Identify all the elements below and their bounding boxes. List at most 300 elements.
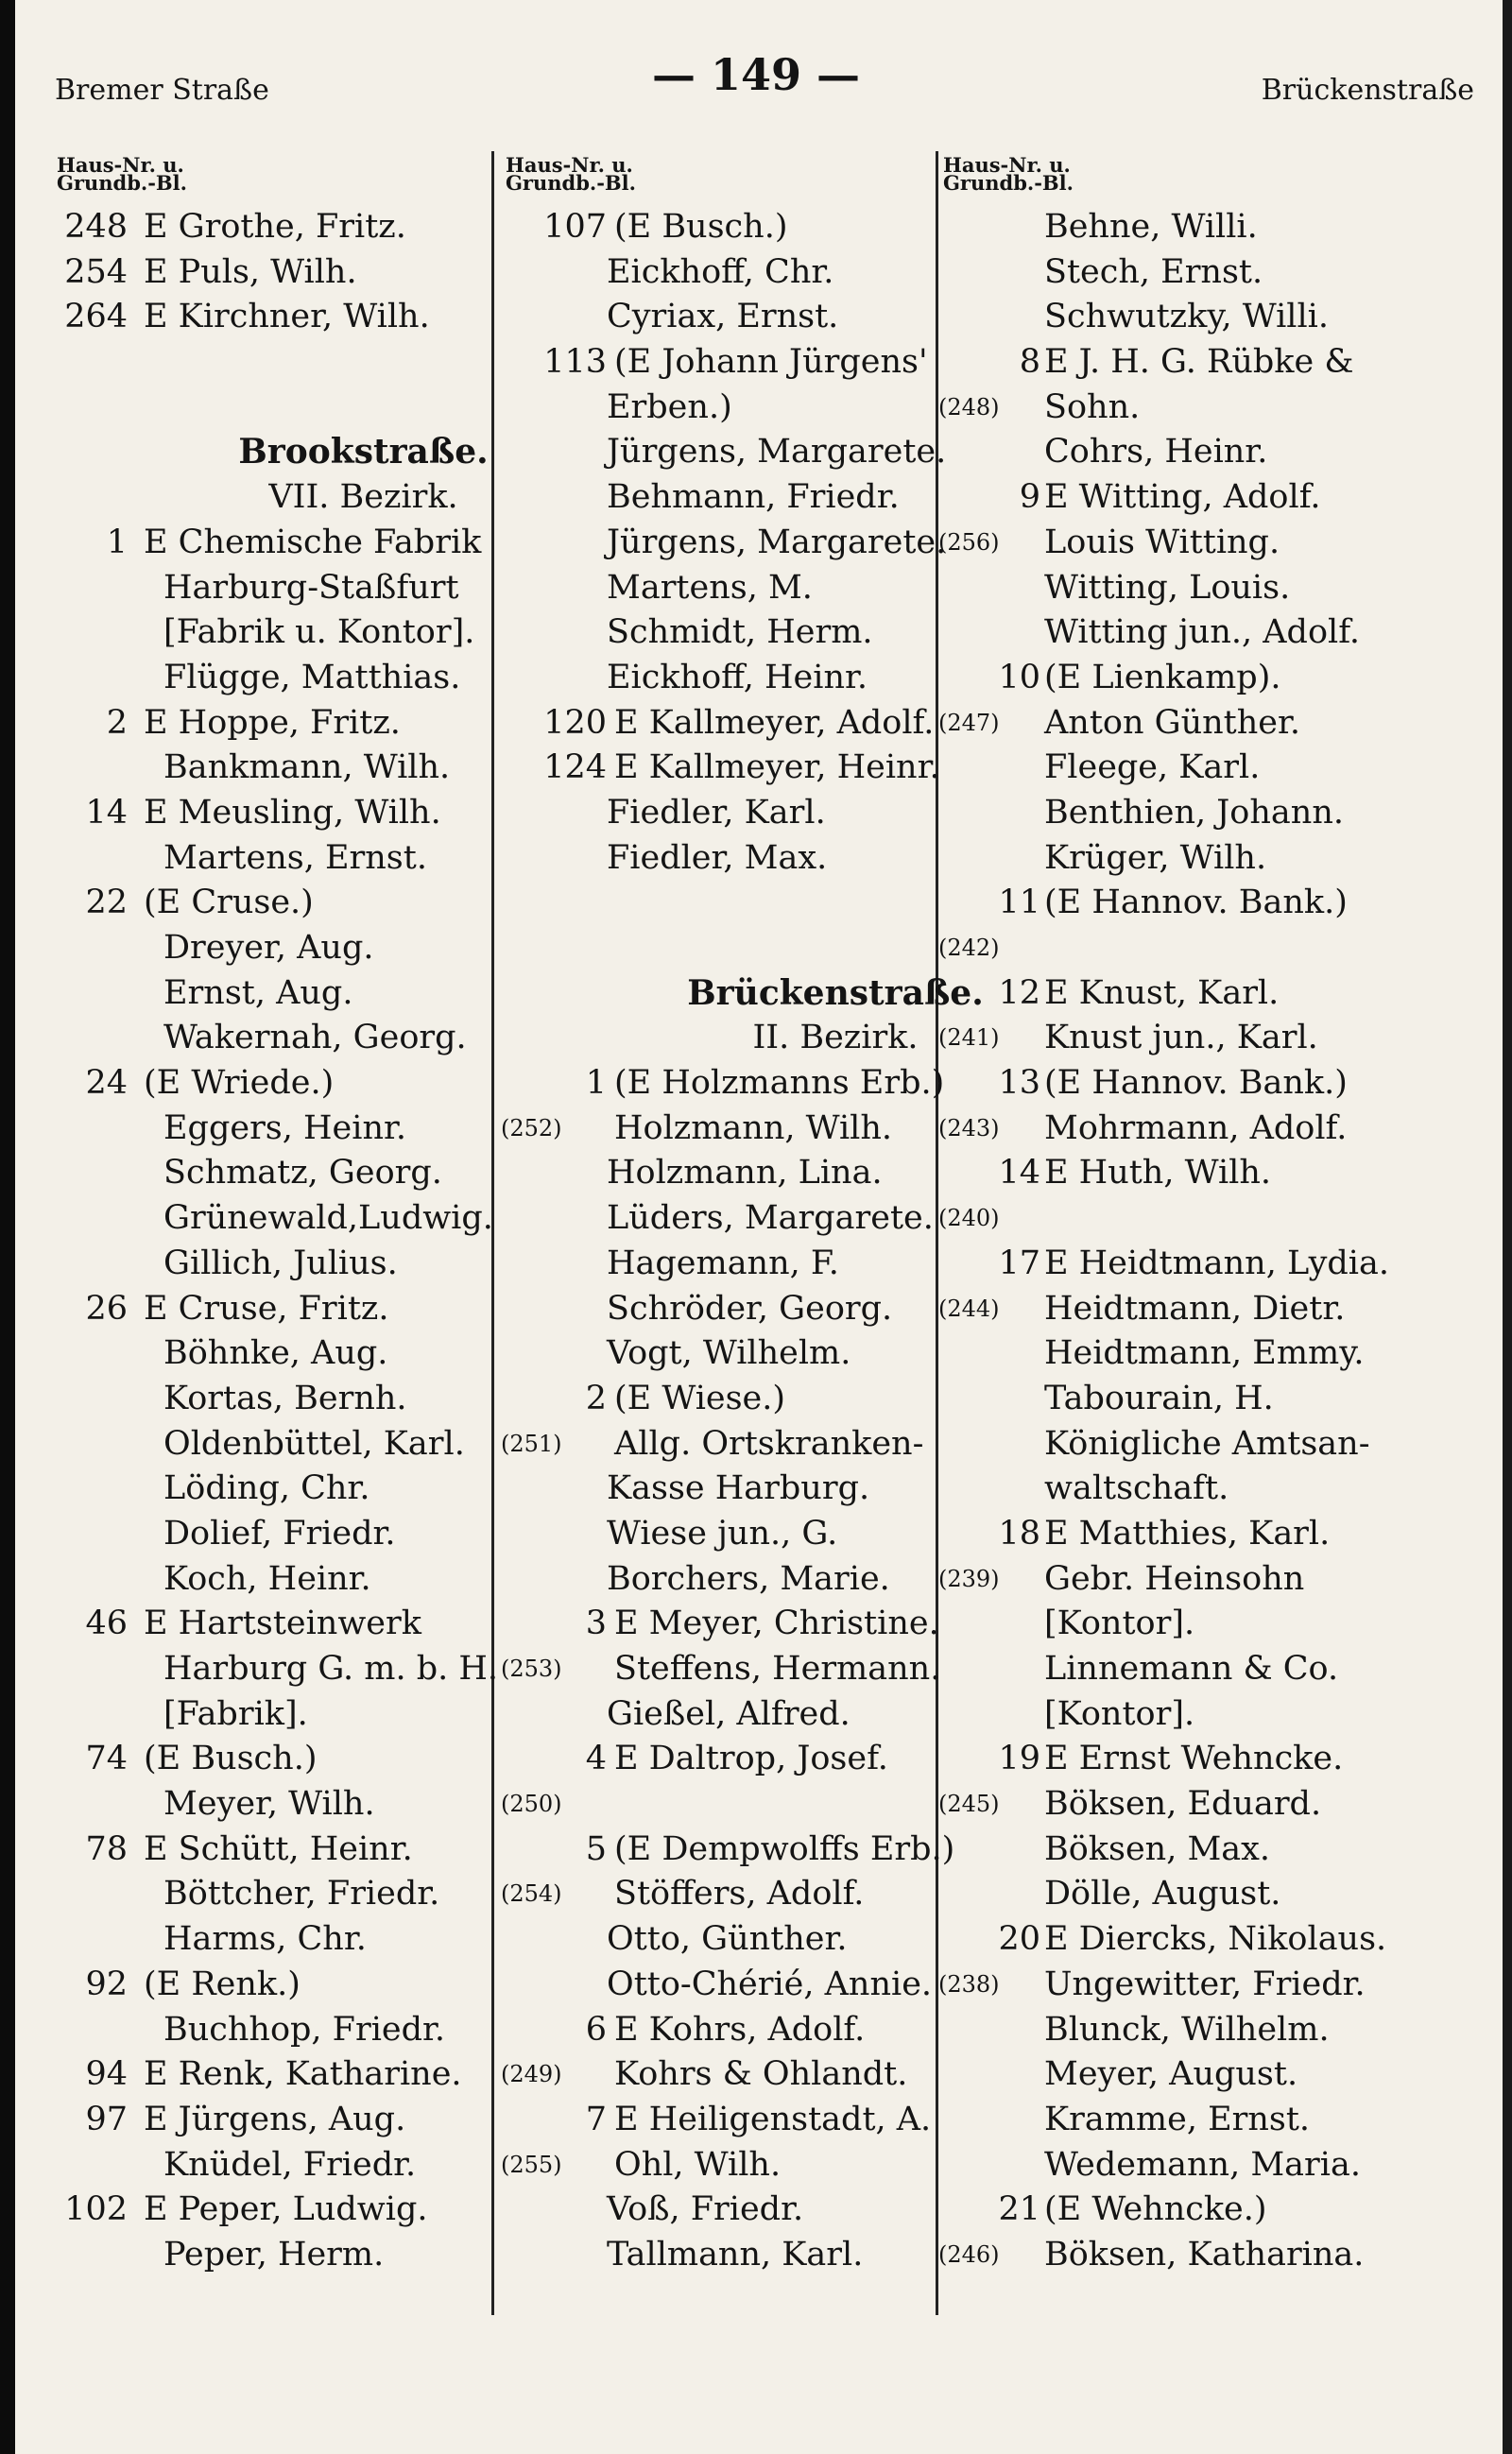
directory-entry <box>938 1557 1425 1603</box>
entry-text: Vogt, Wilhelm. <box>607 1334 851 1373</box>
entry-text: Anton Günther. <box>1044 703 1300 742</box>
land-register-number: (249) <box>501 2061 562 2088</box>
directory-entry <box>501 2143 943 2188</box>
land-register-number: (256) <box>938 528 1000 556</box>
directory-entry <box>501 1692 943 1738</box>
directory-entry <box>52 746 491 791</box>
entry-text: E Puls, Wilh. <box>144 252 357 291</box>
column-header-line: Haus-Nr. u. <box>506 153 633 177</box>
directory-entry <box>938 1872 1425 1917</box>
entry-text: Lüders, Margarete. <box>607 1199 934 1238</box>
directory-entry <box>938 1512 1425 1557</box>
entry-text: Buchhop, Friedr. <box>163 2010 446 2049</box>
entry-text: Mohrmann, Adolf. <box>1044 1108 1348 1147</box>
column-header <box>938 153 1425 205</box>
directory-entry <box>52 1196 491 1242</box>
directory-entry <box>52 1287 491 1332</box>
entry-text: Martens, Ernst. <box>163 838 427 877</box>
entry-text: E Matthies, Karl. <box>1044 1514 1331 1553</box>
directory-entry <box>52 1602 491 1647</box>
directory-entry <box>938 971 1425 1017</box>
directory-entry <box>501 926 943 971</box>
house-number: 94 <box>85 2055 128 2094</box>
directory-entry <box>938 205 1425 250</box>
house-number: 13 <box>998 1064 1040 1103</box>
directory-entry <box>52 1061 491 1107</box>
entry-text: Böksen, Eduard. <box>1044 1785 1322 1824</box>
directory-entry <box>938 1422 1425 1467</box>
land-register-number: (246) <box>938 2240 1000 2268</box>
directory-entry <box>501 1107 943 1152</box>
entry-text: Schwutzky, Willi. <box>1044 298 1329 336</box>
entry-text: Borchers, Marie. <box>607 1559 890 1598</box>
directory-entry <box>938 1377 1425 1422</box>
entry-text: E Heiligenstadt, A. <box>614 2100 932 2138</box>
house-number: 78 <box>85 1829 128 1868</box>
directory-entry <box>938 2098 1425 2143</box>
directory-entry <box>938 2008 1425 2053</box>
house-number: 22 <box>85 884 128 922</box>
entry-text: Holzmann, Wilh. <box>614 1108 893 1147</box>
directory-entry <box>938 2188 1425 2233</box>
land-register-number: (255) <box>501 2151 562 2178</box>
entry-text: Martens, M. <box>607 568 813 607</box>
entry-text: Krüger, Wilh. <box>1044 838 1267 877</box>
directory-entry <box>501 1422 943 1467</box>
directory-entry <box>52 250 491 296</box>
entry-text: (E Hannov. Bank.) <box>1044 884 1348 922</box>
column-header-line: Grundb.-Bl. <box>57 171 187 195</box>
entry-text: E Jürgens, Aug. <box>144 2100 406 2138</box>
land-register-number: (242) <box>938 935 1000 961</box>
entry-text: Kohrs & Ohlandt. <box>614 2055 908 2094</box>
entry-text: E Schütt, Heinr. <box>144 1829 413 1868</box>
entry-text: Eggers, Heinr. <box>163 1108 406 1147</box>
house-number: 74 <box>85 1740 128 1778</box>
house-number: 9 <box>1019 478 1040 517</box>
entry-text: (E Renk.) <box>144 1965 301 2003</box>
entry-text: Jürgens, Margarete. <box>607 433 947 472</box>
entry-text: Gebr. Heinsohn <box>1044 1559 1305 1598</box>
entry-text: Böksen, Max. <box>1044 1829 1271 1868</box>
directory-entry <box>52 386 491 431</box>
directory-entry <box>501 701 943 746</box>
entry-text: E Chemische Fabrik <box>144 523 482 561</box>
directory-entry <box>501 746 943 791</box>
directory-entry <box>938 746 1425 791</box>
directory-entry <box>501 430 947 475</box>
district-heading <box>501 1016 943 1061</box>
house-number: 14 <box>85 793 128 832</box>
directory-entry <box>938 1602 1425 1647</box>
directory-entry <box>501 610 943 656</box>
house-number: 26 <box>85 1289 128 1328</box>
directory-entry <box>501 2233 943 2278</box>
directory-entry <box>501 1287 943 1332</box>
land-register-number: (253) <box>501 1656 562 1682</box>
entry-text: Ernst, Aug. <box>163 973 353 1012</box>
directory-entry <box>52 1557 491 1603</box>
entry-text: Ohl, Wilh. <box>614 2145 782 2184</box>
directory-entry <box>938 1242 1425 1287</box>
directory-entry <box>938 610 1425 656</box>
entry-text: Schröder, Georg. <box>607 1289 893 1328</box>
directory-entry <box>52 1782 491 1828</box>
directory-entry <box>52 1107 491 1152</box>
directory-entry <box>938 1107 1425 1152</box>
directory-entry <box>52 2188 491 2233</box>
entry-text: Brückenstraße. <box>687 972 984 1013</box>
entry-text: Heidtmann, Dietr. <box>1044 1289 1346 1328</box>
directory-entry <box>52 1422 491 1467</box>
entry-text: (E Busch.) <box>144 1740 318 1778</box>
entry-text: Böksen, Katharina. <box>1044 2235 1365 2274</box>
directory-entry <box>938 1467 1425 1512</box>
entry-text: Böttcher, Friedr. <box>163 1875 440 1913</box>
entry-text: Steffens, Hermann. <box>614 1650 941 1688</box>
house-number: 254 <box>64 252 128 291</box>
directory-entry <box>52 881 491 926</box>
directory-entry <box>52 205 491 250</box>
entry-text: Behmann, Friedr. <box>607 478 900 517</box>
directory-entry <box>52 1872 491 1917</box>
house-number: 46 <box>85 1605 128 1643</box>
directory-entry <box>52 2233 491 2278</box>
entry-text: (E Busch.) <box>614 208 788 246</box>
entry-text: Gillich, Julius. <box>163 1244 398 1282</box>
directory-entry <box>938 1917 1425 1963</box>
directory-entry <box>501 1331 943 1377</box>
entry-text: [Kontor]. <box>1044 1694 1195 1733</box>
house-number: 3 <box>585 1605 607 1643</box>
directory-entry <box>52 2143 491 2188</box>
entry-text: E Ernst Wehncke. <box>1044 1740 1344 1778</box>
entry-text: Wakernah, Georg. <box>163 1019 467 1057</box>
land-register-number: (243) <box>938 1114 1000 1141</box>
entry-text: Oldenbüttel, Karl. <box>163 1424 465 1463</box>
entry-text: Böhnke, Aug. <box>163 1334 388 1373</box>
directory-entry <box>501 1602 943 1647</box>
entry-text: Koch, Heinr. <box>163 1559 371 1598</box>
directory-entry <box>52 610 491 656</box>
land-register-number: (239) <box>938 1565 1000 1592</box>
entry-text: Erben.) <box>607 387 732 426</box>
house-number: 7 <box>585 2100 607 2138</box>
directory-entry <box>938 1151 1425 1196</box>
entry-text: Witting, Louis. <box>1044 568 1291 607</box>
land-register-number: (247) <box>938 709 1000 736</box>
running-header-right: Brückenstraße <box>1261 74 1474 107</box>
entry-text: E Diercks, Nikolaus. <box>1044 1920 1387 1959</box>
entry-text: Otto, Günther. <box>607 1920 848 1959</box>
directory-entry <box>938 295 1425 340</box>
column-header-line: Grundb.-Bl. <box>506 171 636 195</box>
entry-text: E Witting, Adolf. <box>1044 478 1321 517</box>
entry-text: Fiedler, Max. <box>607 838 828 877</box>
entry-text: Tabourain, H. <box>1044 1379 1274 1417</box>
entry-text: Voß, Friedr. <box>607 2190 804 2229</box>
directory-entry <box>501 1512 943 1557</box>
house-number: 1 <box>106 523 128 561</box>
land-register-number: (250) <box>501 1791 562 1818</box>
entry-text: Knust jun., Karl. <box>1044 1019 1318 1057</box>
entry-text: E Kirchner, Wilh. <box>144 298 430 336</box>
entry-text: Stöffers, Adolf. <box>614 1875 865 1913</box>
entry-text: E Cruse, Fritz. <box>144 1289 389 1328</box>
column-left <box>52 153 499 2278</box>
directory-entry <box>501 656 943 701</box>
entry-text: E Knust, Karl. <box>1044 973 1280 1012</box>
entry-text: E Peper, Ludwig. <box>144 2190 428 2229</box>
directory-entry <box>501 250 943 296</box>
entry-text: II. Bezirk. <box>752 1019 919 1057</box>
house-number: 2 <box>585 1379 607 1417</box>
entry-text: (E Wiese.) <box>614 1379 786 1417</box>
house-number: 8 <box>1019 343 1040 382</box>
entry-text: (E Dempwolffs Erb.) <box>614 1829 955 1868</box>
house-number: 1 <box>585 1064 607 1103</box>
land-register-number: (238) <box>938 1970 1000 1998</box>
directory-entry <box>52 1917 491 1963</box>
directory-entry <box>938 1196 1425 1242</box>
directory-entry <box>52 1963 491 2008</box>
entry-text: Harburg-Staßfurt <box>163 568 459 607</box>
column-header-line: Haus-Nr. u. <box>943 153 1071 177</box>
land-register-number: (251) <box>501 1430 562 1457</box>
house-number: 14 <box>998 1154 1040 1193</box>
column-header <box>52 153 491 205</box>
house-number: 107 <box>543 208 607 246</box>
directory-entry <box>52 836 491 882</box>
directory-entry <box>501 1737 943 1782</box>
directory-entry <box>938 1061 1425 1107</box>
entry-text: Witting jun., Adolf. <box>1044 613 1361 652</box>
entry-text: (E Cruse.) <box>144 884 314 922</box>
entry-text: Löding, Chr. <box>163 1469 370 1508</box>
entry-text: Meyer, Wilh. <box>163 1785 375 1824</box>
directory-entry <box>938 2143 1425 2188</box>
entry-text: E Grothe, Fritz. <box>144 208 406 246</box>
directory-entry <box>501 2098 943 2143</box>
entry-text: Dolief, Friedr. <box>163 1514 396 1553</box>
directory-entry <box>52 701 491 746</box>
directory-entry <box>52 1242 491 1287</box>
entry-text: (E Wriede.) <box>144 1064 335 1103</box>
entry-text: (E Johann Jürgens' <box>614 343 928 382</box>
entry-text: Harms, Chr. <box>163 1920 367 1959</box>
directory-entry <box>501 1196 943 1242</box>
entry-text: Behne, Willi. <box>1044 208 1258 246</box>
entry-text: [Kontor]. <box>1044 1605 1195 1643</box>
directory-entry <box>52 1647 499 1692</box>
entry-text: Meyer, August. <box>1044 2055 1298 2094</box>
entry-text: Wiese jun., G. <box>607 1514 838 1553</box>
directory-entry <box>501 1782 943 1828</box>
house-number: 20 <box>998 1920 1040 1959</box>
house-number: 92 <box>85 1965 128 2003</box>
directory-entry <box>52 2008 491 2053</box>
entry-text: E Renk, Katharine. <box>144 2055 462 2094</box>
house-number: 4 <box>585 1740 607 1778</box>
directory-entry <box>938 2052 1425 2098</box>
directory-entry <box>938 701 1425 746</box>
directory-entry <box>501 1377 943 1422</box>
entry-text: E Kallmeyer, Adolf. <box>614 703 935 742</box>
directory-entry <box>938 1782 1425 1828</box>
entry-text: waltschaft. <box>1044 1469 1229 1508</box>
house-number: 120 <box>543 703 607 742</box>
entry-text: Kasse Harburg. <box>607 1469 870 1508</box>
house-number: 12 <box>998 973 1040 1012</box>
entry-text: Brookstraße. <box>238 432 489 472</box>
directory-entry <box>938 566 1425 611</box>
directory-entry <box>52 1692 491 1738</box>
entry-text: Eickhoff, Heinr. <box>607 658 868 696</box>
directory-entry <box>52 566 491 611</box>
land-register-number: (241) <box>938 1024 1000 1052</box>
directory-entry <box>938 1331 1425 1377</box>
directory-entry <box>938 791 1425 836</box>
entry-text: E J. H. G. Rübke & <box>1044 343 1354 382</box>
entry-text: Benthien, Johann. <box>1044 793 1344 832</box>
directory-entry <box>501 566 943 611</box>
directory-entry <box>938 1692 1425 1738</box>
entry-text: VII. Bezirk. <box>268 478 458 517</box>
entry-text: (E Hannov. Bank.) <box>1044 1064 1348 1103</box>
land-register-number: (248) <box>938 393 1000 420</box>
entry-text: Gießel, Alfred. <box>607 1694 850 1733</box>
entry-text: E Hoppe, Fritz. <box>144 703 401 742</box>
directory-entry <box>501 2188 943 2233</box>
house-number: 113 <box>543 343 607 382</box>
directory-entry <box>501 386 943 431</box>
entry-text: Cohrs, Heinr. <box>1044 433 1268 472</box>
directory-entry <box>52 926 491 971</box>
directory-entry <box>938 656 1425 701</box>
land-register-number: (254) <box>501 1880 562 1908</box>
entry-text: [Fabrik u. Kontor]. <box>163 613 475 652</box>
entry-text: Otto-Chérié, Annie. <box>607 1965 933 2003</box>
directory-entry <box>52 340 491 386</box>
house-number: 18 <box>998 1514 1040 1553</box>
directory-entry <box>938 430 1425 475</box>
directory-entry <box>938 1828 1425 1873</box>
directory-entry <box>938 475 1425 521</box>
directory-entry <box>501 836 943 882</box>
entry-text: Flügge, Matthias. <box>163 658 461 696</box>
entry-text: Hagemann, F. <box>607 1244 839 1282</box>
entry-text: E Meyer, Christine. <box>614 1605 939 1643</box>
entry-text: Schmatz, Georg. <box>163 1154 442 1193</box>
directory-entry <box>501 1872 943 1917</box>
entry-text: Königliche Amtsan- <box>1044 1424 1370 1463</box>
directory-entry <box>501 475 943 521</box>
house-number: 2 <box>106 703 128 742</box>
entry-text: Kortas, Bernh. <box>163 1379 407 1417</box>
column-header-line: Haus-Nr. u. <box>57 153 184 177</box>
entry-text: Kramme, Ernst. <box>1044 2100 1311 2138</box>
entry-text: E Heidtmann, Lydia. <box>1044 1244 1389 1282</box>
entry-text: Eickhoff, Chr. <box>607 252 834 291</box>
directory-entry <box>52 1512 491 1557</box>
directory-entry <box>501 295 943 340</box>
entry-text: [Fabrik]. <box>163 1694 308 1733</box>
entry-text: Linnemann & Co. <box>1044 1650 1339 1688</box>
directory-entry <box>501 1061 943 1107</box>
directory-entry <box>501 1828 955 1873</box>
house-number: 124 <box>543 748 607 787</box>
land-register-number: (240) <box>938 1205 1000 1232</box>
directory-entry <box>938 926 1425 971</box>
entry-text: Schmidt, Herm. <box>607 613 873 652</box>
directory-entry <box>501 521 947 566</box>
directory-entry <box>52 1151 491 1196</box>
directory-entry <box>52 1016 491 1061</box>
column-right <box>938 153 1425 2278</box>
directory-entry <box>938 1647 1425 1692</box>
directory-entry <box>501 205 943 250</box>
entry-text: Ungewitter, Friedr. <box>1044 1965 1366 2003</box>
entry-text: Wedemann, Maria. <box>1044 2145 1361 2184</box>
entry-text: Bankmann, Wilh. <box>163 748 451 787</box>
directory-entry <box>938 340 1425 386</box>
directory-entry <box>938 386 1425 431</box>
house-number: 11 <box>998 884 1040 922</box>
entry-text: E Meusling, Wilh. <box>144 793 441 832</box>
street-heading <box>501 971 984 1017</box>
entry-text: Louis Witting. <box>1044 523 1280 561</box>
directory-entry <box>938 2233 1425 2278</box>
entry-text: E Kallmeyer, Heinr. <box>614 748 940 787</box>
entry-text: Fiedler, Karl. <box>607 793 826 832</box>
directory-entry <box>52 656 491 701</box>
entry-text: (E Lienkamp). <box>1044 658 1281 696</box>
house-number: 19 <box>998 1740 1040 1778</box>
directory-entry <box>938 836 1425 882</box>
running-header-left: Bremer Straße <box>55 74 269 107</box>
directory-entry <box>501 791 943 836</box>
directory-entry <box>938 1287 1425 1332</box>
directory-entry <box>938 1737 1425 1782</box>
district-heading <box>52 475 491 521</box>
directory-entry <box>501 2052 943 2098</box>
directory-entry <box>52 2098 491 2143</box>
directory-entry <box>501 1467 943 1512</box>
house-number: 5 <box>585 1829 607 1868</box>
entry-text: Heidtmann, Emmy. <box>1044 1334 1365 1373</box>
entry-text: E Hartsteinwerk <box>144 1605 421 1643</box>
house-number: 264 <box>64 298 128 336</box>
directory-entry <box>938 1963 1425 2008</box>
house-number: 248 <box>64 208 128 246</box>
entry-text: Cyriax, Ernst. <box>607 298 839 336</box>
entry-text: E Daltrop, Josef. <box>614 1740 888 1778</box>
directory-entry <box>501 1963 943 2008</box>
directory-entry <box>52 1737 491 1782</box>
directory-entry <box>52 295 491 340</box>
entry-text: Allg. Ortskranken- <box>614 1424 924 1463</box>
entry-text: Dreyer, Aug. <box>163 929 374 967</box>
directory-entry <box>501 1647 943 1692</box>
directory-entry <box>52 1331 491 1377</box>
house-number: 97 <box>85 2100 128 2138</box>
house-number: 21 <box>998 2190 1040 2229</box>
directory-entry <box>501 2008 943 2053</box>
entry-text: Tallmann, Karl. <box>607 2235 864 2274</box>
land-register-number: (252) <box>501 1114 562 1141</box>
entry-text: Sohn. <box>1044 387 1141 426</box>
directory-entry <box>501 1557 943 1603</box>
